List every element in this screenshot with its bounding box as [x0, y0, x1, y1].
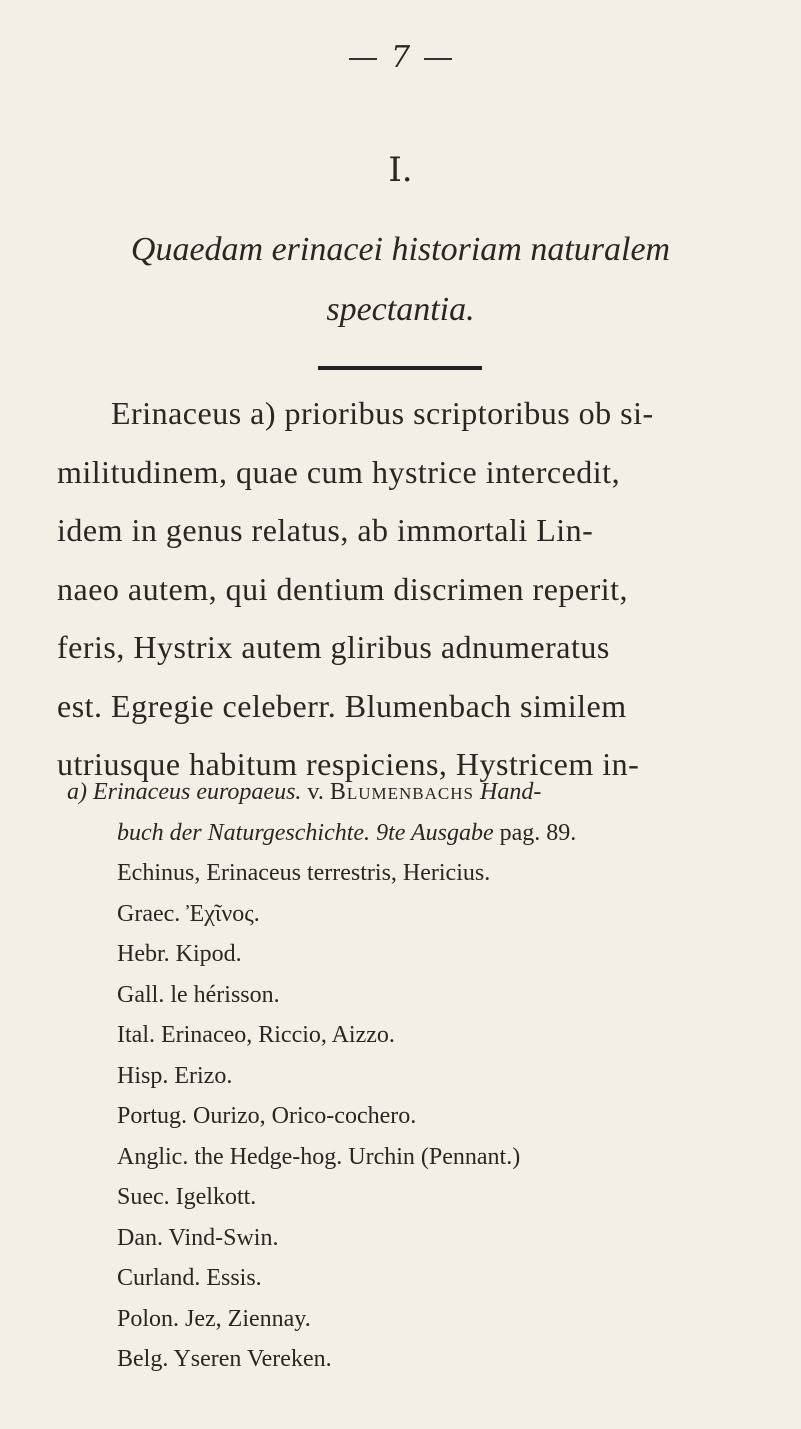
footnote-entry: Suec. Igelkott. — [117, 1184, 257, 1210]
dash-left — [349, 58, 377, 60]
main-line-1: Erinaceus a) prioribus scriptoribus ob si- — [111, 395, 654, 431]
footnote-page-ref: pag. 89. — [499, 819, 577, 846]
main-line-2: militudinem, quae cum hystrice intercedit, — [57, 453, 621, 490]
title-rule — [318, 366, 482, 370]
page-number: 7 — [390, 40, 411, 75]
footnote-entry: Polon. Jez, Ziennay. — [117, 1305, 311, 1332]
footnote — [57, 772, 775, 1380]
chapter-title-line-2: spectantia. — [326, 291, 475, 328]
footnote-edition: 9te Ausgabe — [376, 819, 494, 846]
chapter-number: I. — [388, 150, 413, 190]
footnote-ref-line-2 — [57, 813, 775, 854]
main-paragraph — [57, 384, 775, 794]
main-line-4: naeo autem, qui dentium discrimen reperit, — [57, 570, 629, 607]
dash-right — [424, 58, 452, 60]
main-line-6: est. Egregie celeberr. Blumenbach similem — [57, 687, 627, 724]
footnote-entry: Gall. le hérisson. — [117, 981, 280, 1008]
footnote-entry: Hisp. Erizo. — [117, 1062, 233, 1089]
main-line-3: idem in genus relatus, ab immortali Lin- — [57, 512, 594, 548]
chapter-title-line-1: Quaedam erinacei historiam naturalem — [130, 231, 671, 268]
footnote-ref-author: Blumenbachs — [329, 779, 474, 805]
footnote-ref-book-2: buch der Naturgeschichte. — [117, 819, 371, 846]
main-line-7: utriusque habitum respiciens, Hystricem in- — [57, 746, 640, 782]
footnote-entry: Ital. Erinaceo, Riccio, Aizzo. — [117, 1022, 395, 1048]
footnote-entry: Hebr. Kipod. — [117, 941, 242, 967]
footnote-marker: a) — [67, 779, 87, 805]
footnote-entry: Echinus, Erinaceus terrestris, Hericius. — [117, 860, 491, 886]
footnote-entry: Anglic. the Hedge-hog. Urchin (Pennant.) — [117, 1143, 521, 1170]
footnote-entry: Graec. Ἐχῖνος. — [117, 900, 260, 927]
footnote-title: Erinaceus europaeus. — [93, 779, 302, 805]
main-line-5: feris, Hystrix autem gliribus adnumeratus — [57, 629, 610, 665]
page-number-line — [0, 40, 801, 75]
chapter-title — [0, 220, 801, 340]
footnote-entry: Portug. Ourizo, Orico-cochero. — [117, 1103, 417, 1129]
footnote-ref-book-1: Hand- — [480, 779, 542, 805]
footnote-entry: Dan. Vind-Swin. — [117, 1224, 279, 1251]
footnote-ref-prefix: v. — [307, 779, 324, 805]
footnote-heading — [57, 772, 775, 813]
footnote-entry: Belg. Yseren Vereken. — [117, 1346, 332, 1372]
footnote-entry: Curland. Essis. — [117, 1265, 262, 1291]
